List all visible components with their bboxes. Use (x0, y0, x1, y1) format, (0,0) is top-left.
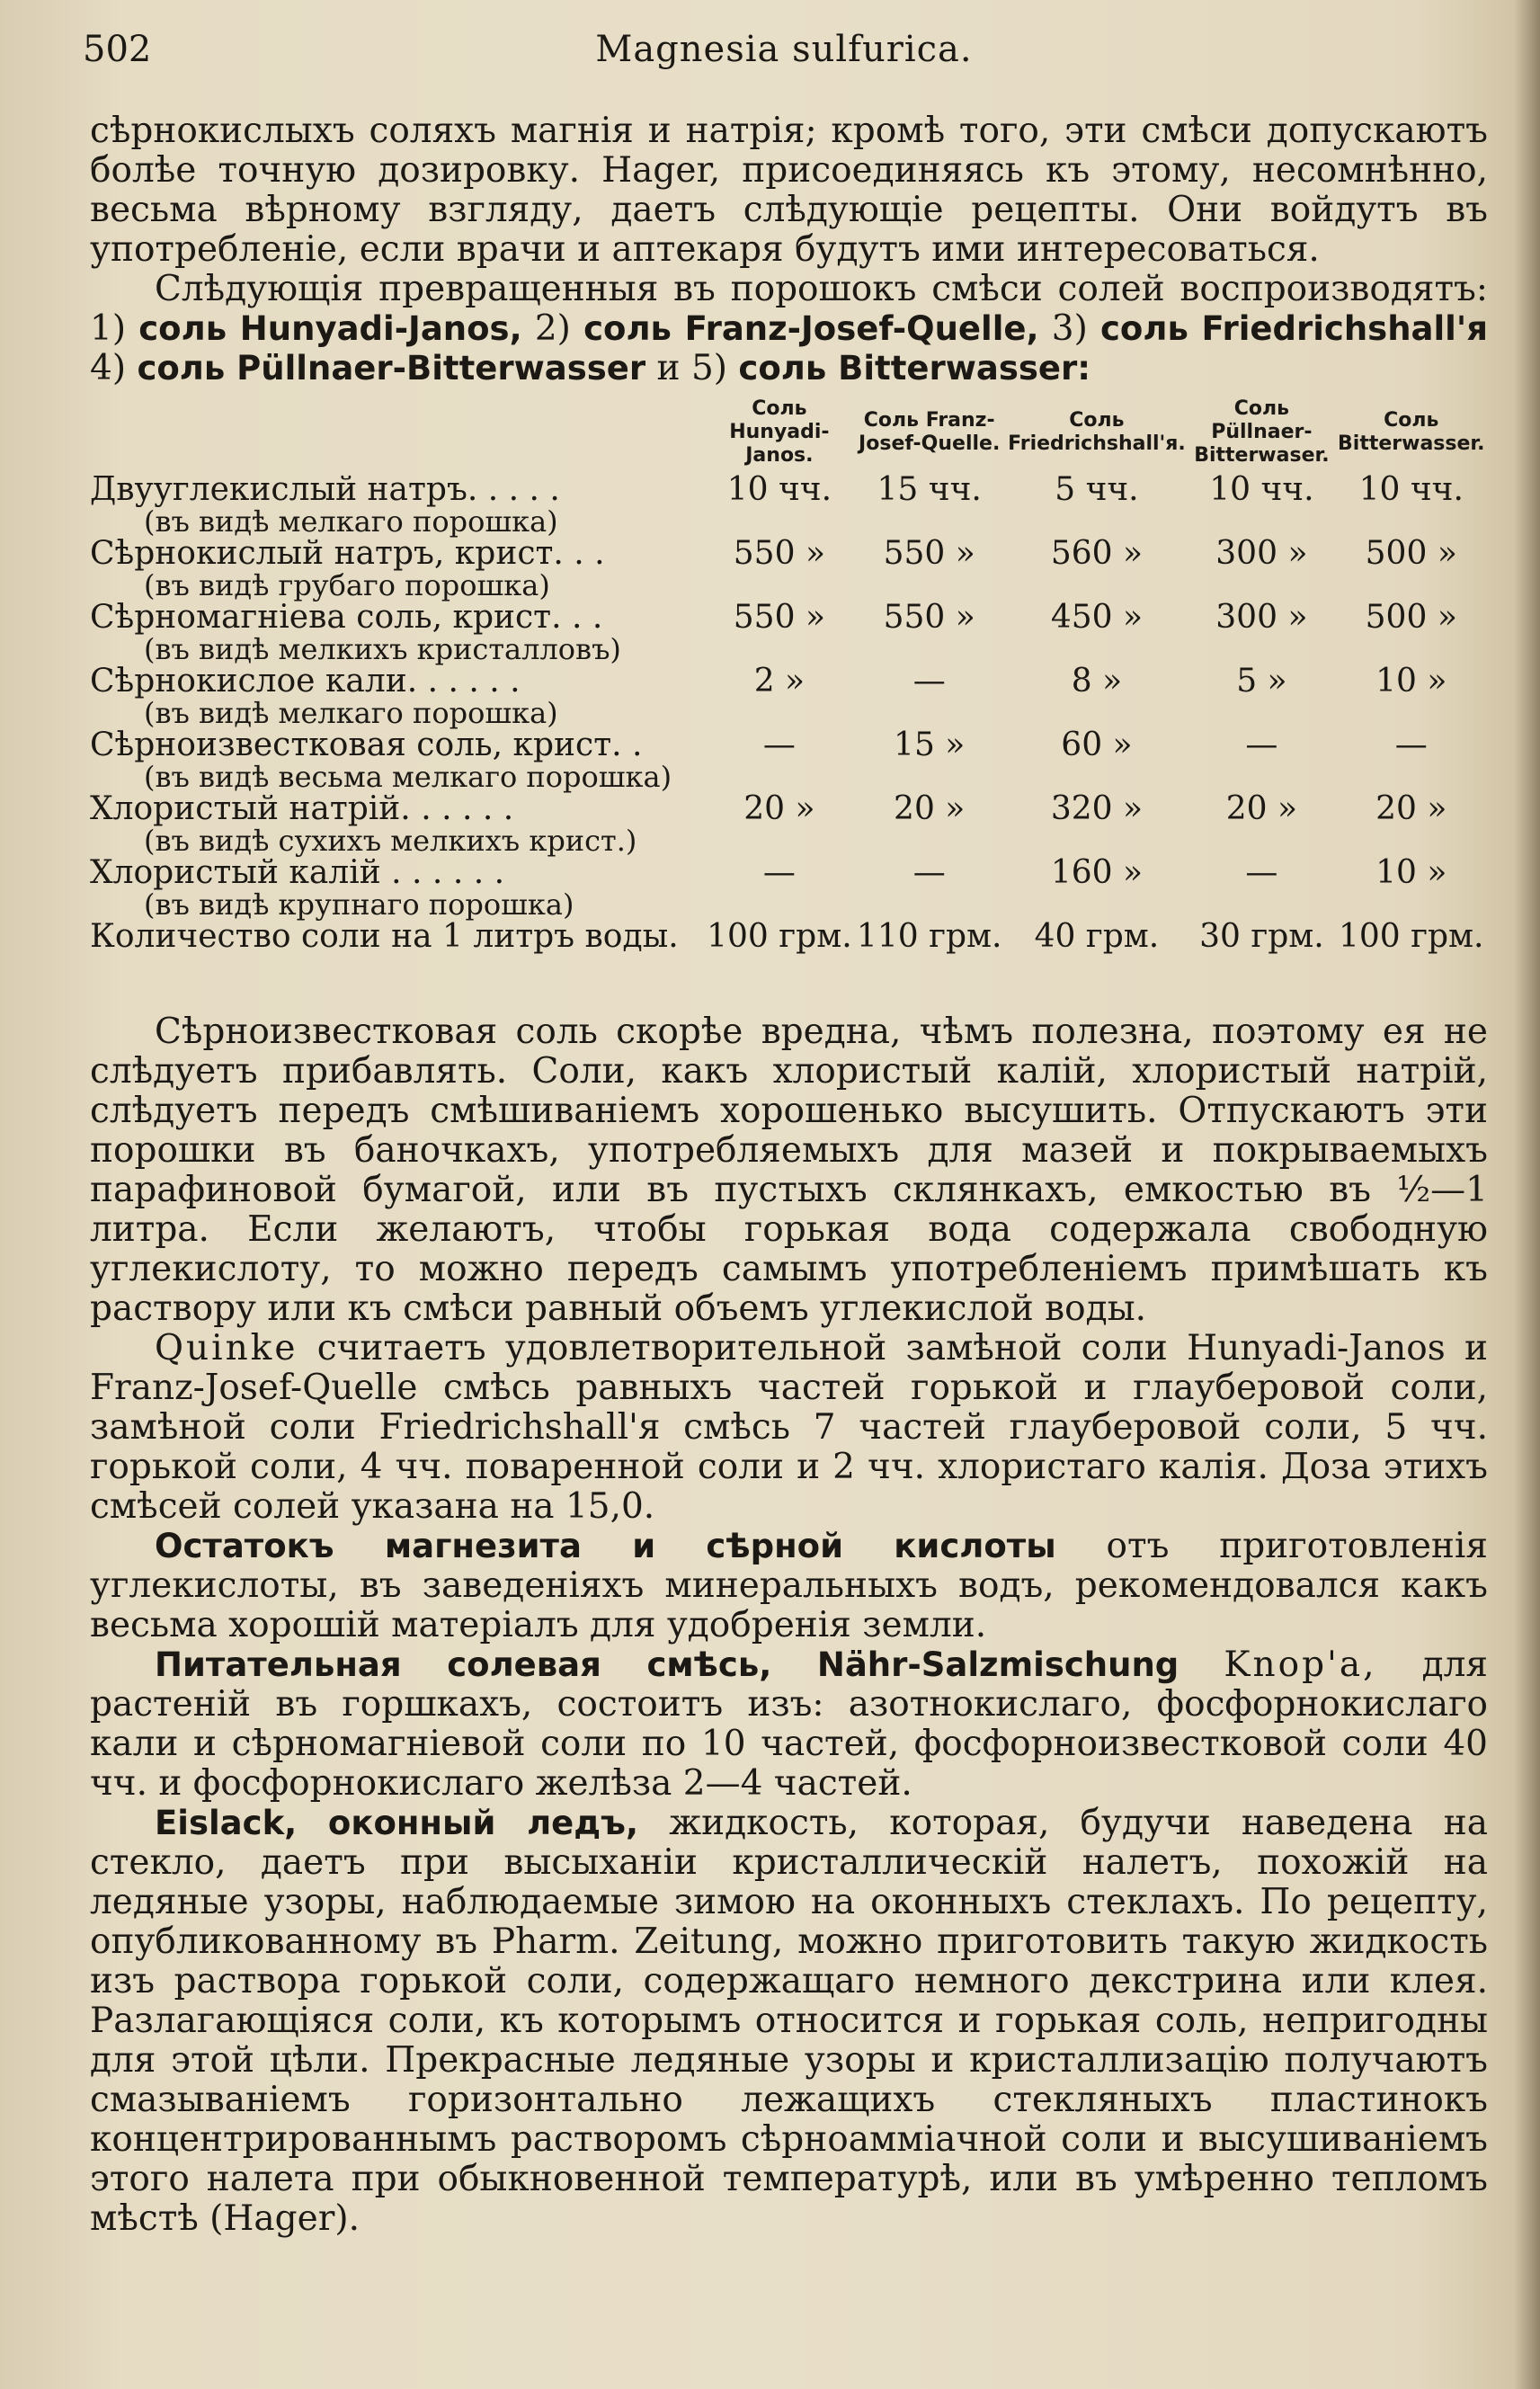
table-total-row (90, 920, 1488, 953)
paragraph-nutrient-mix (90, 1645, 1488, 1804)
author-quinke: Quinke (155, 1328, 298, 1368)
table-cell: 300 » (1215, 599, 1308, 636)
paragraph-intro: сѣрнокислыхъ соляхъ магнія и натрія; кромѣ того, эти смѣси допускаютъ болѣе точную дозировку. Hager, присоединяясь къ этому, несомнѣнно, весьма вѣрному взгляду, даетъ слѣдующіе рецепты. Они войдутъ въ употребленіе, если врачи и аптекаря будутъ ими интересоваться. (90, 111, 1488, 270)
table-row (90, 473, 1488, 506)
table-row-note (90, 570, 1488, 601)
table-cell: 10 чч. (1358, 471, 1464, 508)
table-note: (въ видѣ крупнаго порошка) (144, 887, 574, 922)
table-cell: 10 » (1375, 663, 1447, 700)
mixture-and: и (656, 348, 681, 388)
page-binding-edge (1515, 0, 1540, 2389)
table-cell: 500 » (1365, 599, 1457, 636)
table-cell: 5 » (1236, 663, 1287, 700)
table-row (90, 537, 1488, 570)
mixture-num-4: 4) (90, 348, 127, 388)
table-row (90, 856, 1488, 889)
table-row-note (90, 698, 1488, 728)
table-cell: 60 » (1061, 727, 1133, 763)
table-row (90, 728, 1488, 762)
table-row-name: Сѣрномагніева соль, крист. . . (90, 599, 603, 636)
table-row-name: Хлористый натрій. . . . . . (90, 790, 514, 827)
paragraph-residue (90, 1527, 1488, 1645)
paragraph-mixtures (90, 270, 1488, 388)
table-row-note (90, 634, 1488, 664)
table-row (90, 601, 1488, 634)
table-row-note (90, 825, 1488, 856)
table-col-header: Соль Hunyadi-Janos. (729, 397, 830, 467)
table-note: (въ видѣ мелкихъ кристалловъ) (144, 632, 621, 666)
table-cell: 10 чч. (726, 471, 832, 508)
table-row-name: Сѣрноизвестковая соль, крист. . (90, 727, 643, 763)
table-cell: 40 грм. (1034, 918, 1160, 955)
nutrient-heading: Питательная солевая смѣсь, Nähr-Salzmischung (155, 1645, 1179, 1684)
table-cell: 20 » (894, 790, 966, 827)
table-cell: — (762, 727, 796, 763)
page-header (83, 23, 1485, 77)
mixture-num-3: 3) (1051, 308, 1088, 349)
top-text-block (90, 111, 1488, 953)
table-cell: — (1394, 727, 1428, 763)
table-row-name: Сѣрнокислое кали. . . . . . (90, 663, 521, 700)
table-col-header: Соль Franz-Josef-Quelle. (859, 409, 1001, 455)
table-cell: 560 » (1050, 535, 1144, 572)
eislack-text: жидкость, которая, будучи наведена на стекло, даетъ при высыханіи кристаллическій налетъ, похожій на ледяные узоры, наблюдаемые зимою на оконныхъ стеклахъ. По рецепту, опубликованному въ Pharm. Zeitung, можно приготовить такую жидкость изъ раствора горькой соли, содержащаго немного декстрина или клея. Разлагающіяся соли, къ которымъ относится и горькая соль, непригодны для этой цѣли. Прекрасные ледяные узоры и кристаллизацію получаютъ смазываніемъ горизонтально лежащихъ стекляныхъ пластинокъ концентрированнымъ растворомъ сѣрноамміачной соли и высушиваніемъ этого налета при обыкновенной температурѣ, или въ умѣренно тепломъ мѣстѣ (Hager). (90, 1803, 1488, 2239)
mixture-salt-5: соль Bitterwasser: (738, 349, 1091, 388)
table-note: (въ видѣ мелкаго порошка) (144, 504, 558, 539)
table-row-note (90, 506, 1488, 537)
table-cell: — (1245, 854, 1278, 891)
table-row-name: Сѣрнокислый натръ, крист. . . (90, 535, 605, 572)
table-row (90, 792, 1488, 825)
table-cell: 300 » (1215, 535, 1308, 572)
table-note: (въ видѣ сухихъ мелкихъ крист.) (144, 824, 637, 858)
table-cell: 100 грм. (707, 918, 852, 955)
table-cell: — (762, 854, 796, 891)
eislack-heading: Eislack, оконный ледъ, (155, 1804, 639, 1842)
table-cell: — (912, 854, 946, 891)
table-col-header: Соль Friedrichshall'я. (1008, 409, 1186, 455)
table-cell: 550 » (733, 599, 825, 636)
table-cell: 20 » (1225, 790, 1298, 827)
table-col-header: Соль Püllnaer-Bitterwaser. (1194, 397, 1330, 467)
table-cell: 450 » (1050, 599, 1144, 636)
table-note: (въ видѣ весьма мелкаго порошка) (144, 760, 672, 794)
mixture-salt-1: соль Hunyadi-Janos, (138, 309, 522, 348)
table-cell: 160 » (1050, 854, 1144, 891)
mixture-num-5: 5) (690, 348, 727, 388)
author-knop: Knop'а, (1224, 1645, 1377, 1685)
table-note: (въ видѣ мелкаго порошка) (144, 696, 558, 730)
paragraph-quinke (90, 1329, 1488, 1527)
table-cell: 20 » (743, 790, 815, 827)
table-cell: 320 » (1050, 790, 1144, 827)
running-title: Magnesia sulfurica. (595, 29, 973, 70)
table-total-name: Количество соли на 1 литръ воды. (90, 918, 679, 955)
table-cell: 10 » (1375, 854, 1447, 891)
table-cell: 550 » (883, 535, 975, 572)
table-cell: 15 чч. (877, 471, 982, 508)
table-cell: 550 » (883, 599, 975, 636)
table-row (90, 664, 1488, 698)
table-cell: 550 » (733, 535, 825, 572)
paragraph-gypsum: Сѣрноизвестковая соль скорѣе вредна, чѣмъ полезна, поэтому ея не слѣдуетъ прибавлять. Соли, какъ хлористый калій, хлористый натрій, слѣдуетъ передъ смѣшиваніемъ хорошенько высушить. Отпускаютъ эти порошки въ баночкахъ, употребляемыхъ для мазей и покрываемыхъ парафиновой бумагой, или въ пустыхъ склянкахъ, емкостью въ ½—1 литра. Если желаютъ, чтобы горькая вода содержала свободную углекислоту, то можно передъ самымъ употребленіемъ примѣшать къ раствору или къ смѣси равный объемъ углекислой воды. (90, 1012, 1488, 1329)
nutrient-text: для растеній въ горшкахъ, состоитъ изъ: азотнокислаго, фосфорнокислаго кали и сѣрномагніевой соли по 10 частей, фосфорноизвестковой соли 40 чч. и фосфорнокислаго желѣза 2—4 частей. (90, 1645, 1488, 1804)
table-cell: 20 » (1375, 790, 1447, 827)
page-number: 502 (83, 29, 152, 70)
table-cell: 500 » (1365, 535, 1457, 572)
table-cell: — (1245, 727, 1278, 763)
mixture-num-1: 1) (90, 308, 127, 349)
table-col-header: Соль Bitterwasser. (1338, 409, 1485, 455)
mixtures-intro: Слѣдующія превращенныя въ порошокъ смѣси солей воспроизводятъ: (155, 269, 1488, 309)
table-row-name: Двууглекислый натръ. . . . . (90, 471, 560, 508)
quinke-text: считаетъ удовлетворительной замѣной соли Hunyadi-Janos и Franz-Josef-Quelle смѣсь равныхъ частей горькой и глауберовой соли, замѣной соли Friedrichshall'я смѣсь 7 частей глауберовой соли, 5 чч. горькой соли, 4 чч. поваренной соли и 2 чч. хлористаго калія. Доза этихъ смѣсей солей указана на 15,0. (90, 1328, 1488, 1527)
paragraph-eislack (90, 1804, 1488, 2239)
table-row-note (90, 762, 1488, 792)
salt-mixtures-table (90, 397, 1488, 953)
table-cell: 10 чч. (1209, 471, 1314, 508)
table-cell: 30 грм. (1199, 918, 1324, 955)
table-row-name: Хлористый калій . . . . . . (90, 854, 505, 891)
table-note: (въ видѣ грубаго порошка) (144, 568, 550, 602)
residue-heading: Остатокъ магнезита и сѣрной кислоты (155, 1527, 1056, 1565)
residue-text: отъ приготовленія углекислоты, въ заведеніяхъ минеральныхъ водъ, рекомендовался какъ весьма хорошій матеріалъ для удобренія земли. (90, 1526, 1489, 1645)
table-cell: — (912, 663, 946, 700)
table-header-row (90, 397, 1488, 473)
mixture-num-2: 2) (534, 308, 571, 349)
mixture-salt-2: соль Franz-Josef-Quelle, (583, 309, 1039, 348)
table-cell: 100 грм. (1338, 918, 1484, 955)
bottom-text-block (90, 1012, 1488, 2239)
mixture-salt-3: соль Friedrichshall'я (1100, 309, 1488, 348)
table-cell: 5 чч. (1055, 471, 1139, 508)
table-cell: 110 грм. (856, 918, 1002, 955)
table-cell: 8 » (1071, 663, 1123, 700)
mixture-salt-4: соль Püllnaer-Bitterwasser (137, 349, 646, 388)
table-cell: 2 » (753, 663, 806, 700)
table-cell: 15 » (894, 727, 966, 763)
table-header-blank (90, 397, 705, 473)
table-row-note (90, 889, 1488, 920)
